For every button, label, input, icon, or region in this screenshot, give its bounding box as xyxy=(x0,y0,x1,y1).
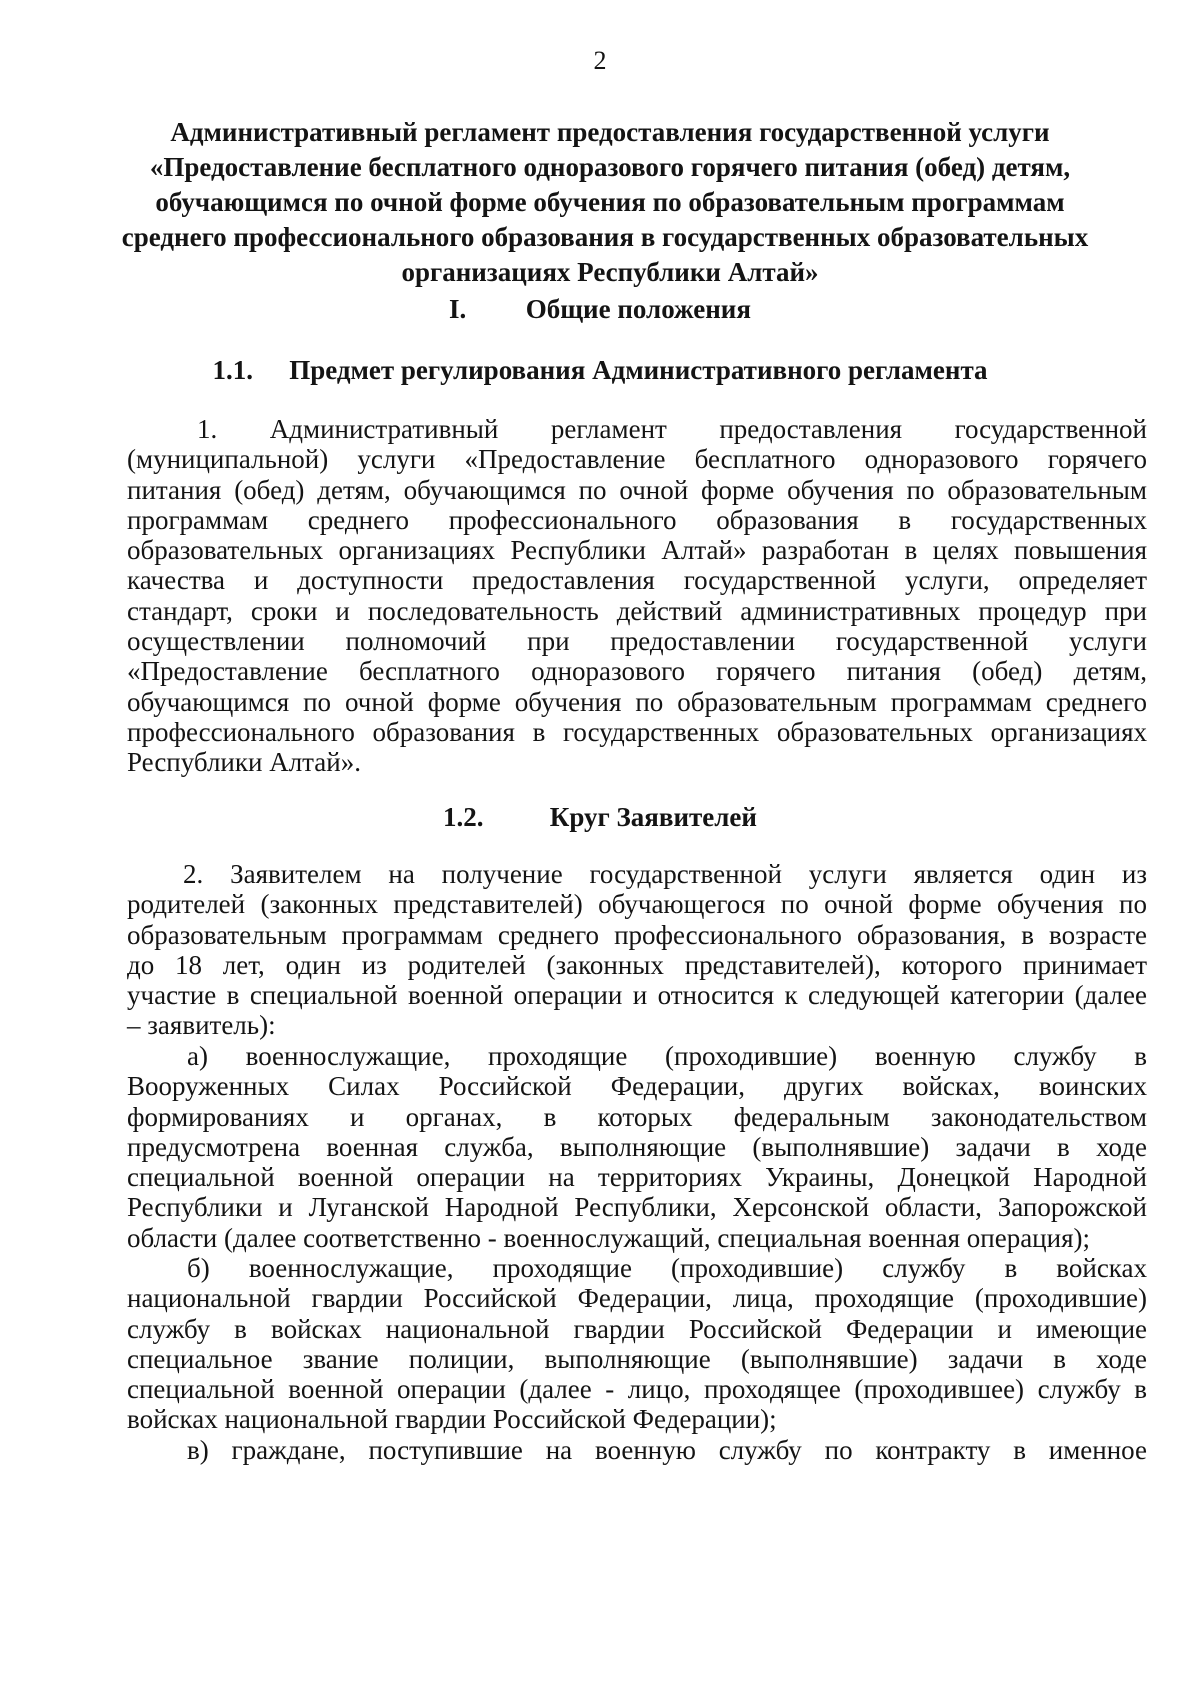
subsection-title: Предмет регулирования Административного регламента xyxy=(289,355,988,385)
section-heading-general xyxy=(0,294,1200,325)
paragraph-line: обучающимся по очной форме обучения по образовательным программам среднего xyxy=(127,686,1147,717)
paragraph-line: национальной гвардии Российской Федерации, лица, проходящие (проходившие) xyxy=(127,1283,1147,1314)
paragraph-line: специальное звание полиции, выполняющие (выполнявшие) задачи в ходе xyxy=(127,1343,1147,1374)
title-line: Административный регламент предоставления государственной услуги xyxy=(170,117,1050,147)
list-item-a xyxy=(127,1041,1147,1253)
paragraph-line: специальной военной операции на территориях Украины, Донецкой Народной xyxy=(127,1162,1147,1193)
paragraph-line: Республики Алтай». xyxy=(127,747,361,778)
paragraph-line: родителей (законных представителей) обучающегося по очной форме обучения по xyxy=(127,889,1147,920)
paragraph-line: службу в войсках национальной гвардии Российской Федерации и имеющие xyxy=(127,1313,1147,1344)
paragraph-line: (муниципальной) услуги «Предоставление бесплатного одноразового горячего xyxy=(127,444,1147,475)
subsection-number: 1.1. xyxy=(212,355,253,385)
paragraph-line: предусмотрена военная служба, выполняющие (выполнявшие) задачи в ходе xyxy=(127,1131,1147,1162)
paragraph-line: образовательным программам среднего профессионального образования, в возрасте xyxy=(127,919,1147,950)
paragraph-line: образовательных организациях Республики Алтай» разработан в целях повышения xyxy=(127,535,1147,566)
paragraph-2 xyxy=(127,859,1147,1041)
subsection-heading-applicants xyxy=(0,802,1200,833)
subsection-heading-subject xyxy=(0,355,1200,386)
paragraph-line: Вооруженных Силах Российской Федерации, других войсках, воинских xyxy=(127,1071,1147,1102)
paragraph-line: 1. Административный регламент предоставления государственной xyxy=(197,414,1147,444)
section-title: Общие положения xyxy=(525,294,751,324)
list-item-b xyxy=(127,1253,1147,1435)
paragraph-line: стандарт, сроки и последовательность действий административных процедур при xyxy=(127,595,1147,626)
title-line: обучающимся по очной форме обучения по образовательным программам xyxy=(155,187,1065,217)
paragraph-line: 2. Заявителем на получение государственной услуги является один из xyxy=(183,859,1147,889)
paragraph-line: в) граждане, поступившие на военную службу по контракту в именное xyxy=(187,1435,1147,1465)
paragraph-line: программам среднего профессионального образования в государственных xyxy=(127,504,1147,535)
subsection-title: Круг Заявителей xyxy=(549,802,757,832)
paragraph-line: специальной военной операции (далее - лицо, проходящее (проходившее) службу в xyxy=(127,1374,1147,1405)
title-line: организациях Республики Алтай» xyxy=(401,257,819,287)
document-title xyxy=(110,115,1110,290)
section-number: I. xyxy=(449,294,467,324)
page-number: 2 xyxy=(593,46,607,75)
paragraph-line: – заявитель): xyxy=(127,1010,276,1041)
paragraph-line: качества и доступности предоставления государственной услуги, определяет xyxy=(127,565,1147,596)
title-line: «Предоставление бесплатного одноразового горячего питания (обед) детям, xyxy=(149,152,1071,182)
list-item-v xyxy=(127,1435,1147,1465)
title-line: среднего профессионального образования в государственных образовательных xyxy=(121,222,1089,252)
paragraph-line: а) военнослужащие, проходящие (проходившие) военную службу в xyxy=(187,1041,1147,1071)
paragraph-line: осуществлении полномочий при предоставлении государственной услуги xyxy=(127,626,1147,657)
paragraph-line: «Предоставление бесплатного одноразового горячего питания (обед) детям, xyxy=(127,656,1147,687)
paragraph-line: питания (обед) детям, обучающимся по очной форме обучения по образовательным xyxy=(127,474,1147,505)
paragraph-line: до 18 лет, один из родителей (законных представителей), которого принимает xyxy=(127,949,1147,980)
paragraph-line: войсках национальной гвардии Российской Федерации); xyxy=(127,1404,777,1435)
paragraph-line: профессионального образования в государственных образовательных организациях xyxy=(127,716,1147,747)
paragraph-line: области (далее соответственно - военнослужащий, специальная военная операция); xyxy=(127,1222,1090,1253)
subsection-number: 1.2. xyxy=(443,802,484,832)
paragraph-line: Республики и Луганской Народной Республики, Херсонской области, Запорожской xyxy=(127,1192,1147,1223)
paragraph-line: б) военнослужащие, проходящие (проходившие) службу в войсках xyxy=(187,1253,1147,1283)
paragraph-line: участие в специальной военной операции и относится к следующей категории (далее xyxy=(127,980,1147,1011)
paragraph-1 xyxy=(127,414,1147,778)
paragraph-line: формированиях и органах, в которых федеральным законодательством xyxy=(127,1101,1147,1132)
